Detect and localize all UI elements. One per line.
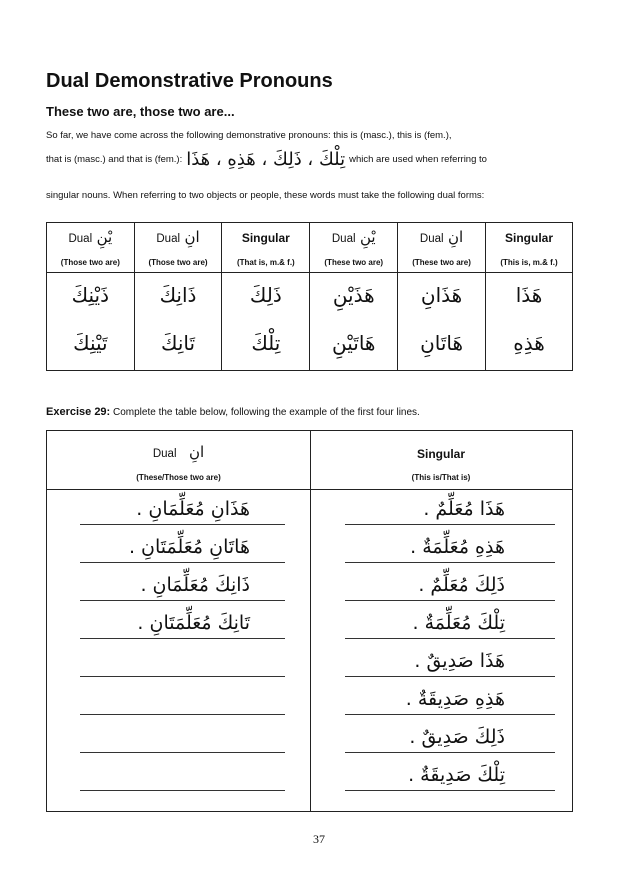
answer-line-singular	[345, 714, 555, 715]
answer-line-dual	[80, 790, 285, 791]
answer-line-dual	[80, 676, 285, 677]
exercise-heading	[46, 406, 420, 418]
header-label: Singular	[241, 230, 290, 245]
header-sub: (That is, m.& f.)	[222, 253, 310, 273]
header-cell	[47, 223, 135, 253]
exercise-singular-sentence: تِلْكَ صَدِيقَةٌ .	[408, 764, 505, 786]
header-arabic-suffix: يْنِ	[359, 228, 376, 247]
pronoun-cell: هَذَيْنِ	[310, 273, 398, 317]
header-arabic-suffix: انِ	[448, 228, 464, 247]
header-sub: (Those two are)	[134, 253, 222, 273]
exercise-dual-sentence: ذَانِكَ مُعَلِّمَانِ .	[140, 574, 250, 596]
intro-line-1: So far, we have come across the following demonstrative pronouns: this is (masc.), this is (fem.),	[46, 130, 452, 141]
pronoun-table	[46, 222, 573, 371]
header-label: Dual	[68, 233, 93, 246]
header-cell	[398, 223, 486, 253]
answer-line-singular	[345, 562, 555, 563]
exercise-singular-sentence: هَذِهِ مُعَلِّمَةٌ .	[410, 536, 505, 558]
exercise-dual-sentence: هَذَانِ مُعَلِّمَانِ .	[136, 498, 250, 520]
pronoun-cell: هَاتَانِ	[398, 317, 486, 371]
page-number: 37	[313, 832, 325, 846]
intro-line-2	[46, 149, 487, 170]
exercise-number: Exercise 29:	[46, 406, 111, 418]
answer-line-singular	[345, 638, 555, 639]
page-title: Dual Demonstrative Pronouns	[46, 70, 333, 92]
header-cell	[310, 223, 398, 253]
pronoun-cell: تَيْنِكَ	[47, 317, 135, 371]
answer-line-singular	[345, 676, 555, 677]
exercise-header-dual-sub: (These/Those two are)	[136, 473, 221, 482]
pronoun-cell: هَاتَيْنِ	[310, 317, 398, 371]
header-label: Dual	[331, 233, 356, 246]
header-label: Dual	[419, 233, 444, 246]
header-arabic-suffix: يْنِ	[96, 228, 113, 247]
header-cell	[222, 223, 310, 253]
pronoun-table-row	[47, 317, 573, 371]
header-arabic-suffix: انِ	[184, 228, 200, 247]
pronoun-cell: هَذَا	[485, 273, 572, 317]
exercise-instruction: Complete the table below, following the example of the first four lines.	[113, 407, 420, 418]
exercise-header-dual-arabic: انِ	[188, 443, 205, 461]
pronoun-cell: تَانِكَ	[134, 317, 222, 371]
answer-line-dual	[80, 524, 285, 525]
pronoun-cell: هَذَانِ	[398, 273, 486, 317]
pronoun-table-subheader-row	[47, 253, 573, 273]
header-cell	[134, 223, 222, 253]
pronoun-table-header-row	[47, 223, 573, 253]
exercise-header-singular	[310, 445, 572, 463]
exercise-header-dual	[47, 443, 310, 462]
pronoun-cell: ذَيْنِكَ	[47, 273, 135, 317]
section-subtitle: These two are, those two are...	[46, 104, 235, 119]
header-sub: (These two are)	[310, 253, 398, 273]
exercise-singular-sentence: هَذِهِ صَدِيقَةٌ .	[405, 688, 505, 710]
intro-arabic-pronouns: تِلْكَ ، ذَلِكَ ، هَذِهِ ، هَذَا	[186, 149, 346, 170]
intro-line-2-end: which are used when referring to	[349, 154, 487, 165]
pronoun-cell: هَذِهِ	[485, 317, 572, 371]
intro-line-3: singular nouns. When referring to two objects or people, these words must take the following dual forms:	[46, 190, 485, 201]
header-label: Singular	[504, 230, 553, 245]
pronoun-cell: ذَلِكَ	[222, 273, 310, 317]
header-sub: (These two are)	[398, 253, 486, 273]
exercise-singular-sentence: ذَلِكَ صَدِيقٌ .	[409, 726, 505, 748]
answer-line-dual	[80, 600, 285, 601]
exercise-dual-sentence: تَانِكَ مُعَلِّمَتَانِ .	[137, 612, 250, 634]
answer-line-singular	[345, 790, 555, 791]
exercise-header-singular-label: Singular	[416, 447, 465, 461]
pronoun-cell: تِلْكَ	[222, 317, 310, 371]
answer-line-singular	[345, 600, 555, 601]
exercise-dual-sentence: هَاتَانِ مُعَلِّمَتَانِ .	[128, 536, 250, 558]
exercise-header-dual-label: Dual	[152, 448, 177, 460]
answer-line-singular	[345, 524, 555, 525]
exercise-singular-sentence: تِلْكَ مُعَلِّمَةٌ .	[412, 612, 505, 634]
header-cell	[485, 223, 572, 253]
pronoun-cell: ذَانِكَ	[134, 273, 222, 317]
exercise-column-divider	[310, 431, 311, 811]
header-sub: (This is, m.& f.)	[485, 253, 572, 273]
answer-line-dual	[80, 562, 285, 563]
exercise-singular-sentence: هَذَا صَدِيقٌ .	[414, 650, 505, 672]
answer-line-dual	[80, 752, 285, 753]
exercise-header-singular-sub: (This is/That is)	[411, 473, 471, 482]
exercise-singular-sentence: هَذَا مُعَلِّمٌ .	[423, 498, 505, 520]
header-sub: (Those two are)	[47, 253, 135, 273]
answer-line-dual	[80, 714, 285, 715]
answer-line-singular	[345, 752, 555, 753]
answer-line-dual	[80, 638, 285, 639]
exercise-header-divider	[47, 489, 572, 490]
header-label: Dual	[156, 233, 181, 246]
pronoun-table-row	[47, 273, 573, 317]
exercise-singular-sentence: ذَلِكَ مُعَلِّمٌ .	[418, 574, 505, 596]
intro-line-2-start: that is (masc.) and that is (fem.):	[46, 154, 183, 165]
